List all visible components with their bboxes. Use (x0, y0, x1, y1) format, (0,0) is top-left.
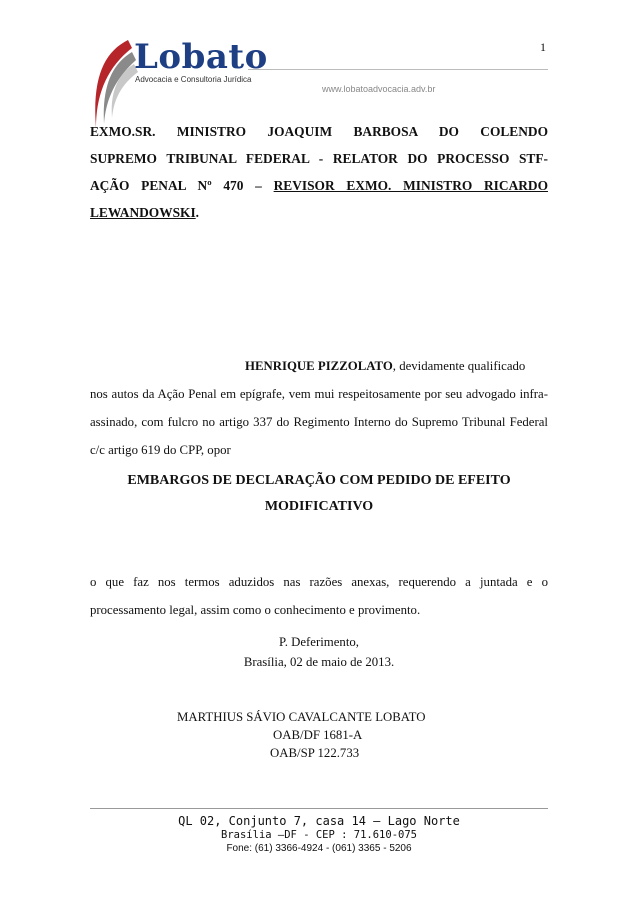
address-line-4-underlined: LEWANDOWSKI (90, 205, 196, 220)
address-line-3 (90, 172, 548, 199)
closing-line-2: processamento legal, assim como o conhecimento e provimento. (90, 603, 421, 617)
intro-line-1 (90, 352, 548, 380)
signature-block (90, 708, 548, 762)
closing-paragraph (90, 568, 548, 624)
website-url: www.lobatoadvocacia.adv.br (322, 84, 436, 94)
brand-name: Lobato (134, 37, 268, 77)
footer-rule (90, 808, 548, 809)
brand-subtitle: Advocacia e Consultoria Jurídica (135, 75, 252, 84)
signature-oab-df: OAB/DF 1681-A (273, 728, 363, 742)
intro-line-3: assinado, com fulcro no artigo 337 do Regimento Interno do Supremo Tribunal Federal (90, 415, 548, 429)
party-name: HENRIQUE PIZZOLATO (245, 359, 393, 373)
footer-city: Brasília –DF - CEP : 71.610-075 (221, 829, 417, 841)
motion-title-line-1: EMBARGOS DE DECLARAÇÃO COM PEDIDO DE EFEITO (127, 473, 511, 488)
footer-phone: Fone: (61) 3366-4924 - (061) 3365 - 5206 (226, 843, 412, 854)
signature-name: MARTHIUS SÁVIO CAVALCANTE LOBATO (177, 710, 426, 724)
address-line-2: SUPREMO TRIBUNAL FEDERAL - RELATOR DO PROCESSO STF- (90, 151, 548, 166)
intro-line-4: c/c artigo 619 do CPP, opor (90, 443, 231, 457)
motion-title (90, 468, 548, 520)
intro-paragraph (90, 352, 548, 464)
lobato-swoosh-logo (88, 38, 138, 130)
intro-line-2: nos autos da Ação Penal em epígrafe, vem mui respeitosamente por seu advogado infra- (90, 387, 548, 401)
address-line-4-end: . (195, 205, 200, 220)
signoff (90, 632, 548, 672)
address-block (90, 118, 548, 226)
signoff-request: P. Deferimento, (279, 635, 359, 649)
footer-address: QL 02, Conjunto 7, casa 14 – Lago Norte (178, 814, 460, 828)
motion-title-line-2: MODIFICATIVO (264, 499, 374, 514)
intro-after-name: , devidamente qualificado (392, 359, 526, 373)
address-line-3-underlined: REVISOR EXMO. MINISTRO RICARDO (273, 178, 548, 193)
header-rule (248, 69, 548, 70)
signoff-place-date: Brasília, 02 de maio de 2013. (243, 655, 395, 669)
page-number: 1 (540, 40, 546, 54)
address-line-1: EXMO.SR. MINISTRO JOAQUIM BARBOSA DO COLENDO (90, 124, 548, 139)
address-line-3-plain: AÇÃO PENAL Nº 470 – (90, 178, 274, 193)
signature-oab-sp: OAB/SP 122.733 (270, 746, 360, 760)
closing-line-1: o que faz nos termos aduzidos nas razões anexas, requerendo a juntada e o (90, 575, 548, 589)
address-line-4 (90, 199, 548, 226)
footer (90, 814, 548, 856)
